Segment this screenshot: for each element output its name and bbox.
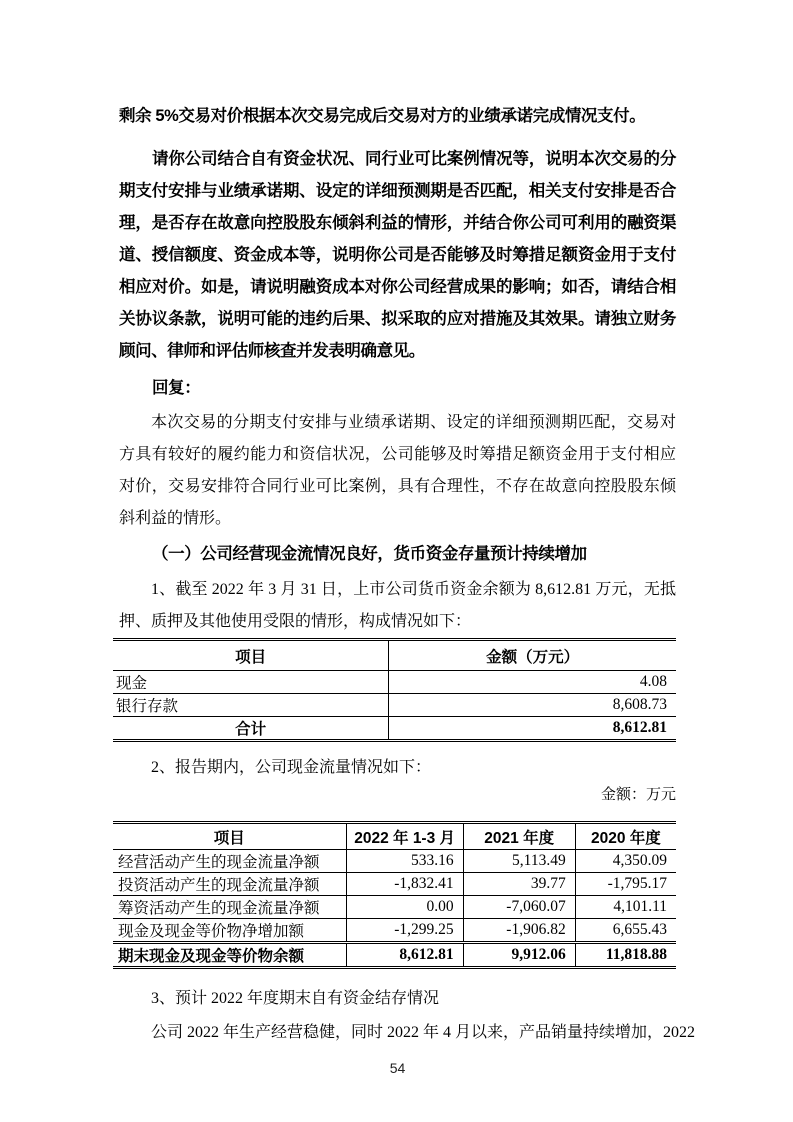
table-row <box>113 873 676 896</box>
table-cell: -1,906.82 <box>463 919 575 943</box>
table-row <box>113 694 676 717</box>
table-header-cell: 项目 <box>113 823 346 850</box>
paragraph-item-2: 2、报告期内，公司现金流量情况如下： <box>151 759 432 776</box>
table-total-row <box>113 717 676 741</box>
table-cell: 4,101.11 <box>575 896 676 919</box>
paragraph-reply-summary: 本次交易的分期支付安排与业绩承诺期、设定的详细预测期匹配，交易对方具有较好的履约能力和资信状况，公司能够及时筹措足额资金用于支付相应对价，交易安排符合同行业可比案例，具有合理性，不存在故意向控股股东倾斜利益的情形。 <box>119 414 676 527</box>
table-header-cell: 2020 年度 <box>575 823 676 850</box>
table-cell: 投资活动产生的现金流量净额 <box>113 873 346 896</box>
paragraph-inquiry: 请你公司结合自有资金状况、同行业可比案例情况等，说明本次交易的分期支付安排与业绩承诺期、设定的详细预测期是否匹配，相关支付安排是否合理，是否存在故意向控股股东倾斜利益的情形，并结合你公司可利用的融资渠道、授信额度、资金成本等，说明你公司是否能够及时筹措足额资金用于支付相应对价。如是，请说明融资成本对你公司经营成果的影响；如否，请结合相关协议条款，说明可能的违约后果、拟采取的应对措施及其效果。请独立财务顾问、律师和评估师核查并发表明确意见。 <box>119 150 676 360</box>
table-cell: 银行存款 <box>113 694 389 717</box>
table-cell: 6,655.43 <box>575 919 676 943</box>
cash-composition-table <box>113 638 676 742</box>
cash-flow-table <box>113 821 676 969</box>
table-cell: 8,612.81 <box>346 943 463 968</box>
table-header-row <box>113 823 676 850</box>
paragraph-payment-terms: 剩余 5%交易对价根据本次交易完成后交易对方的业绩承诺完成情况支付。 <box>119 107 646 125</box>
table-header-cell: 2022 年 1-3 月 <box>346 823 463 850</box>
table-cell: 经营活动产生的现金流量净额 <box>113 850 346 873</box>
table-header-cell: 项目 <box>113 640 389 671</box>
table-cell: 期末现金及现金等价物余额 <box>113 943 346 968</box>
table-cell: 8,608.73 <box>389 694 676 717</box>
table-cell: 现金及现金等价物净增加额 <box>113 919 346 943</box>
reply-label: 回复： <box>152 379 201 397</box>
table-header-cell: 金额（万元） <box>389 640 676 671</box>
paragraph-item-3: 3、预计 2022 年度期末自有资金结存情况 <box>151 990 440 1007</box>
page-number: 54 <box>389 1060 406 1076</box>
table-cell: 现金 <box>113 671 389 694</box>
table-cell: 0.00 <box>346 896 463 919</box>
table-cell: -1,832.41 <box>346 873 463 896</box>
table-row <box>113 671 676 694</box>
table-header-cell: 2021 年度 <box>463 823 575 850</box>
table-row <box>113 896 676 919</box>
table-row <box>113 850 676 873</box>
table-cell: 11,818.88 <box>575 943 676 968</box>
table-cell: 533.16 <box>346 850 463 873</box>
table-cell: -1,299.25 <box>346 919 463 943</box>
table-row <box>113 919 676 943</box>
table-cell: 8,612.81 <box>389 717 676 741</box>
table-cell: 筹资活动产生的现金流量净额 <box>113 896 346 919</box>
table-header-row <box>113 640 676 671</box>
table-cell: 9,912.06 <box>463 943 575 968</box>
table-cell: -1,795.17 <box>575 873 676 896</box>
page-content <box>116 0 696 1077</box>
table-cell: -7,060.07 <box>463 896 575 919</box>
table-total-row <box>113 943 676 968</box>
section-heading-1: （一）公司经营现金流情况良好，货币资金存量预计持续增加 <box>152 545 587 563</box>
paragraph-closing: 公司 2022 年生产经营稳健，同时 2022 年 4 月以来，产品销量持续增加，2022 <box>151 1024 696 1041</box>
table-cell: 4.08 <box>389 671 676 694</box>
table-cell: 39.77 <box>463 873 575 896</box>
table-unit-note: 金额：万元 <box>600 787 676 803</box>
table-cell: 4,350.09 <box>575 850 676 873</box>
paragraph-item-1: 1、截至 2022 年 3 月 31 日，上市公司货币资金余额为 8,612.81 万元，无抵押、质押及其他使用受限的情形，构成情况如下： <box>119 581 676 630</box>
table-cell: 5,113.49 <box>463 850 575 873</box>
table-cell: 合计 <box>235 721 267 738</box>
